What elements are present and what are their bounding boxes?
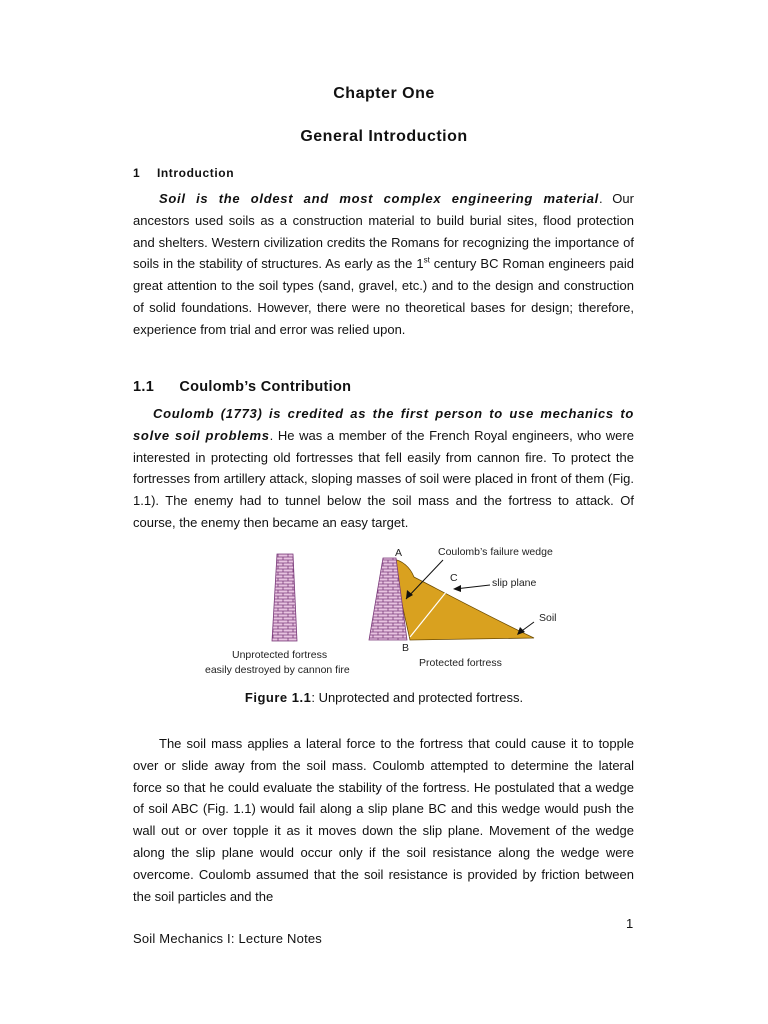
intro-superscript: st: [423, 256, 430, 266]
point-b-label: B: [402, 642, 410, 654]
soil-label: Soil: [539, 612, 557, 624]
coulomb-paragraph: [133, 403, 634, 534]
intro-text-cont: century BC Roman engineers paid great attention to the soil types (sand, gravel, etc.) and to the design and construction of solid foundations. However, there were no theoretical bases for design; therefore, experience from trial and error was relied upon.: [133, 256, 634, 337]
slip-plane-arrowhead: [453, 585, 461, 592]
figure-fortress: [200, 545, 570, 685]
chapter-title: Chapter One: [333, 85, 435, 102]
soil-mass: [392, 559, 537, 640]
point-c-label: C: [450, 572, 458, 584]
unprotected-label-line1: Unprotected fortress: [232, 649, 328, 661]
lateral-force-text: The soil mass applies a lateral force to the fortress that could cause it to topple over or slide away from the soil mass. Coulomb attempted to determine the lateral force so that he could evaluate the stability of the fortress. He postulated that a wedge of soil ABC (Fig. 1.1) would fail along a slip plane BC and this wedge would push the wall out or over topple it as it moves down the slip plane. Movement of the wedge along the slip plane would occur only if the soil resistance along the wedge were overcome. Coulomb assumed that the soil resistance is provided by friction between the soil particles and the: [133, 736, 634, 904]
figure-caption-id: Figure 1.1: [244, 690, 312, 705]
failure-wedge-label: Coulomb’s failure wedge: [438, 546, 553, 558]
coulomb-heading-number: 1.1: [133, 379, 155, 395]
intro-heading-number: 1: [133, 166, 141, 180]
unprotected-label-line2: easily destroyed by cannon fire: [205, 664, 350, 676]
figure-caption: [0, 690, 768, 705]
coulomb-heading: [133, 379, 351, 395]
coulomb-lead: Coulomb (1773) is credited as the first person to use mechanics to solve soil problems: [133, 406, 634, 443]
intro-paragraph: [133, 188, 634, 341]
protected-label: Protected fortress: [419, 657, 502, 669]
unprotected-fortress: [272, 554, 297, 641]
page-number: 1: [626, 916, 634, 931]
coulomb-heading-text: Coulomb’s Contribution: [179, 379, 352, 395]
footer-text: Soil Mechanics I: Lecture Notes: [133, 931, 323, 946]
point-a-label: A: [395, 547, 403, 559]
intro-text: . Our ancestors used soils as a construction material to build burial sites, flood protection and shelters. Western civilization credits the Romans for recognizing the importance of soils in the stability of structures. As early as the 1: [133, 191, 634, 272]
figure-caption-text: : Unprotected and protected fortress.: [311, 690, 524, 705]
coulomb-text: . He was a member of the French Royal engineers, who were interested in protecting old fortresses that fell easily from cannon fire. To protect the fortresses from artillery attack, sloping masses of soil were placed in front of them (Fig. 1.1). The enemy had to tunnel below the soil mass and the fortress to attack. Of course, the enemy then became an easy target.: [133, 427, 634, 530]
lateral-force-paragraph: [133, 733, 634, 907]
intro-heading-text: Introduction: [156, 166, 235, 180]
slip-plane-label: slip plane: [492, 577, 537, 589]
intro-heading: [133, 166, 234, 180]
intro-lead: Soil is the oldest and most complex engineering material: [159, 191, 599, 206]
chapter-subtitle: General Introduction: [300, 128, 468, 145]
